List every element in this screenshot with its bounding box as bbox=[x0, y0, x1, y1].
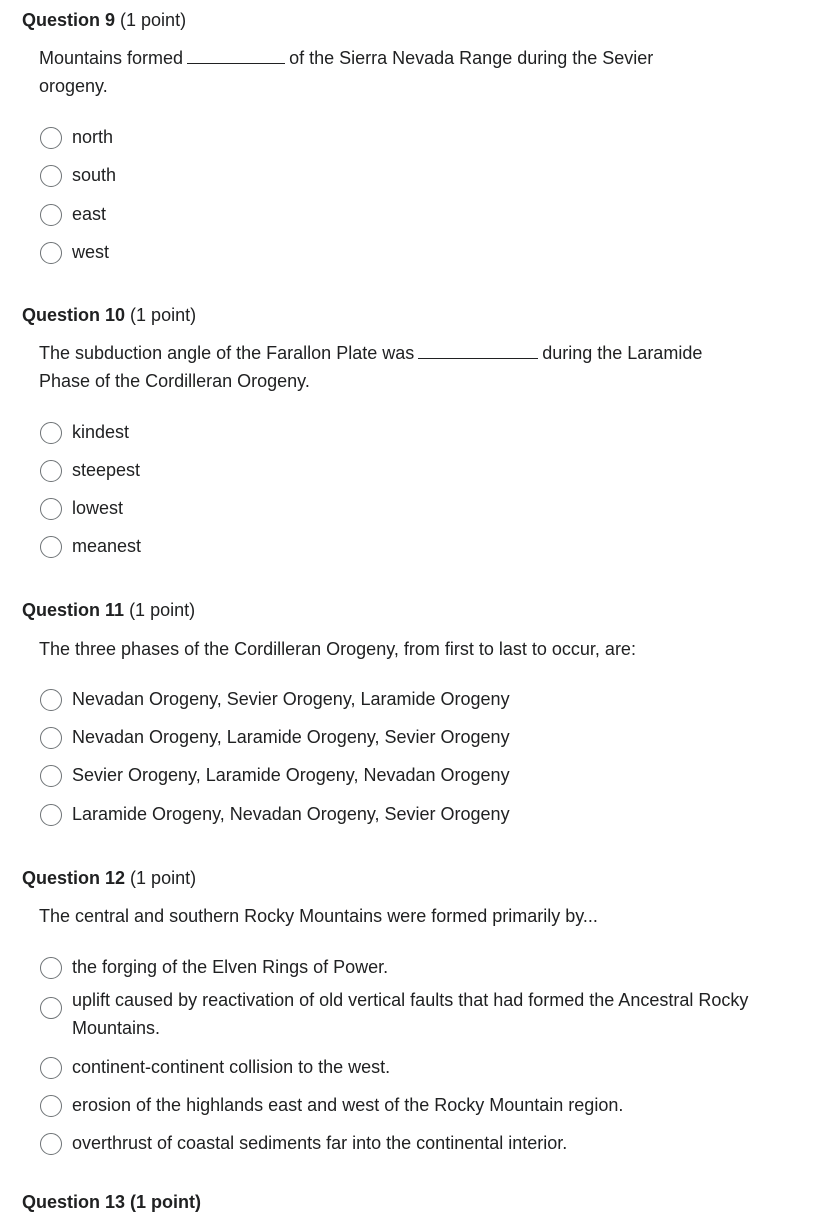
question-12-header bbox=[22, 866, 196, 890]
choice-label: continent-continent collision to the west. bbox=[72, 1057, 391, 1077]
radio-button[interactable] bbox=[40, 498, 62, 520]
choice-label: uplift caused by reactivation of old vertical faults that had formed the Ancestral Rocky Mountains. bbox=[72, 990, 749, 1038]
radio-button[interactable] bbox=[40, 727, 62, 749]
radio-button[interactable] bbox=[40, 804, 62, 826]
question-points: (1 point) bbox=[130, 305, 197, 325]
question-9-choice-south[interactable] bbox=[40, 161, 116, 189]
radio-button[interactable] bbox=[40, 997, 62, 1019]
radio-button[interactable] bbox=[40, 127, 62, 149]
choice-label: Nevadan Orogeny, Laramide Orogeny, Sevier Orogeny bbox=[72, 727, 510, 747]
question-10-choice-meanest[interactable] bbox=[40, 532, 141, 560]
question-10-choice-kindest[interactable] bbox=[40, 418, 129, 446]
choice-label: kindest bbox=[72, 422, 130, 442]
choice-label: west bbox=[72, 242, 110, 262]
question-10-header bbox=[22, 303, 196, 327]
prompt-text-before: Mountains formed bbox=[39, 48, 184, 68]
question-11-prompt bbox=[39, 635, 779, 663]
choice-label: steepest bbox=[72, 460, 141, 480]
prompt-text: The three phases of the Cordilleran Orogeny, from first to last to occur, are: bbox=[39, 639, 636, 659]
choice-label: north bbox=[72, 127, 114, 147]
question-title: Question 9 bbox=[22, 10, 116, 30]
radio-button[interactable] bbox=[40, 165, 62, 187]
question-10-choice-lowest[interactable] bbox=[40, 494, 123, 522]
question-12-choice-3[interactable] bbox=[40, 1053, 780, 1081]
prompt-text-cont: Phase of the Cordilleran Orogeny. bbox=[39, 371, 310, 391]
radio-button[interactable] bbox=[40, 1057, 62, 1079]
radio-button[interactable] bbox=[40, 536, 62, 558]
prompt-text: The central and southern Rocky Mountains were formed primarily by... bbox=[39, 906, 598, 926]
radio-button[interactable] bbox=[40, 765, 62, 787]
radio-button[interactable] bbox=[40, 460, 62, 482]
question-title-partial: Question 13 (1 point) bbox=[22, 1192, 202, 1212]
question-12-choice-4[interactable] bbox=[40, 1091, 780, 1119]
fill-in-blank bbox=[418, 342, 538, 359]
choice-label: lowest bbox=[72, 498, 124, 518]
question-11-choice-2[interactable] bbox=[40, 723, 780, 751]
prompt-text-before: The subduction angle of the Farallon Plate was bbox=[39, 343, 415, 363]
prompt-text-after: during the Laramide bbox=[542, 343, 703, 363]
choice-label: east bbox=[72, 204, 107, 224]
question-10-choice-steepest[interactable] bbox=[40, 456, 140, 484]
radio-button[interactable] bbox=[40, 204, 62, 226]
radio-button[interactable] bbox=[40, 1095, 62, 1117]
choice-label: Nevadan Orogeny, Sevier Orogeny, Laramide Orogeny bbox=[72, 689, 510, 709]
question-points: (1 point) bbox=[130, 868, 197, 888]
choice-label: erosion of the highlands east and west of the Rocky Mountain region. bbox=[72, 1095, 624, 1115]
choice-label: Sevier Orogeny, Laramide Orogeny, Nevadan Orogeny bbox=[72, 765, 510, 785]
question-9-prompt bbox=[39, 44, 739, 100]
choice-label: overthrust of coastal sediments far into the continental interior. bbox=[72, 1133, 568, 1153]
question-points: (1 point) bbox=[120, 10, 187, 30]
question-9-choice-north[interactable] bbox=[40, 123, 113, 151]
question-11-choice-1[interactable] bbox=[40, 685, 780, 713]
choice-label: meanest bbox=[72, 536, 142, 556]
question-points: (1 point) bbox=[129, 600, 196, 620]
question-9-header bbox=[22, 8, 186, 32]
choice-label: south bbox=[72, 165, 117, 185]
question-title: Question 11 bbox=[22, 600, 125, 620]
question-9-choice-west[interactable] bbox=[40, 238, 109, 266]
question-11-choice-3[interactable] bbox=[40, 761, 780, 789]
question-9-choice-east[interactable] bbox=[40, 200, 106, 228]
radio-button[interactable] bbox=[40, 1133, 62, 1155]
question-11-header bbox=[22, 598, 195, 622]
radio-button[interactable] bbox=[40, 957, 62, 979]
question-10-prompt bbox=[39, 339, 779, 395]
radio-button[interactable] bbox=[40, 422, 62, 444]
question-12-choice-1[interactable] bbox=[40, 953, 780, 981]
question-11-choice-4[interactable] bbox=[40, 800, 780, 828]
question-12-prompt bbox=[39, 902, 779, 930]
question-13-header-partial bbox=[22, 1190, 201, 1214]
radio-button[interactable] bbox=[40, 242, 62, 264]
prompt-text-after: of the Sierra Nevada Range during the Sevier bbox=[289, 48, 654, 68]
radio-button[interactable] bbox=[40, 689, 62, 711]
choice-label: the forging of the Elven Rings of Power. bbox=[72, 957, 389, 977]
question-12-choice-2[interactable] bbox=[40, 986, 765, 1042]
fill-in-blank bbox=[187, 47, 285, 64]
question-title: Question 12 bbox=[22, 868, 126, 888]
question-title: Question 10 bbox=[22, 305, 126, 325]
choice-label: Laramide Orogeny, Nevadan Orogeny, Sevier Orogeny bbox=[72, 804, 510, 824]
prompt-text-cont: orogeny. bbox=[39, 76, 108, 96]
question-12-choice-5[interactable] bbox=[40, 1129, 780, 1157]
